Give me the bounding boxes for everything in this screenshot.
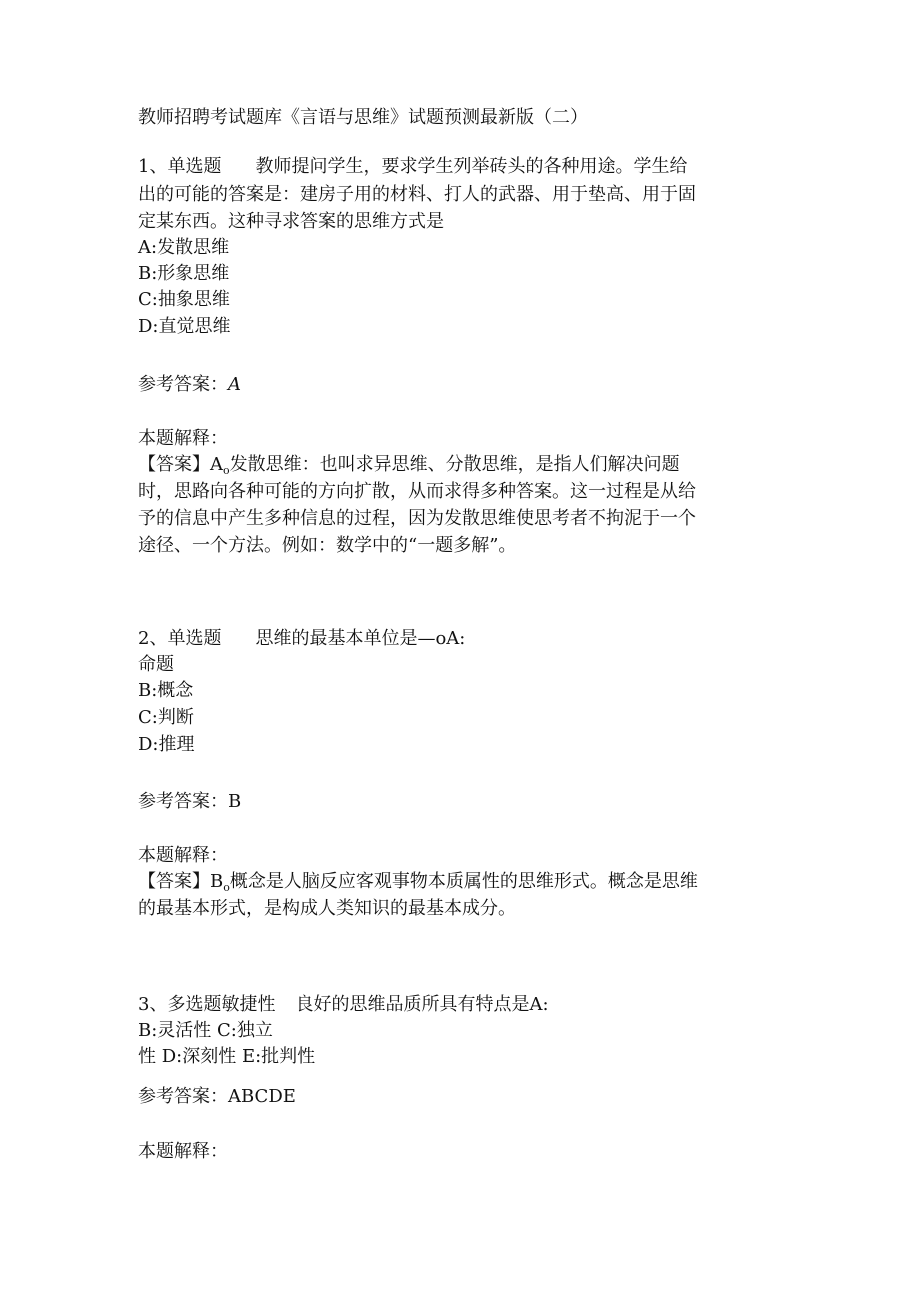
question-1-stem-line-3: 定某东西。这种寻求答案的思维方式是 bbox=[138, 211, 444, 232]
question-1-explain-line-2: 时，思路向各种可能的方向扩散，从而求得多种答案。这一过程是从给 bbox=[138, 481, 696, 502]
question-2-explain-prefix: 【答案】B bbox=[138, 871, 224, 892]
question-1-explain-prefix: 【答案】A bbox=[138, 454, 223, 475]
question-2-explain-line-1 bbox=[138, 870, 698, 900]
question-2-explain-text-1: 概念是人脑反应客观事物本质属性的思维形式。概念是思维 bbox=[229, 871, 698, 892]
question-3-explain-label: 本题解释： bbox=[138, 1141, 228, 1162]
question-2-explain-label: 本题解释： bbox=[138, 845, 228, 866]
question-2-header bbox=[138, 627, 465, 651]
question-1-answer: A bbox=[228, 374, 241, 395]
question-1-explain-line-4: 途径、一个方法。例如：数学中的“一题多解”。 bbox=[138, 535, 517, 556]
question-1-stem-line-1: 教师提问学生，要求学生列举砖头的各种用途。学生给 bbox=[255, 156, 688, 177]
question-2-answer: B bbox=[228, 791, 242, 812]
question-3-header bbox=[138, 993, 549, 1017]
answer-label: 参考答案： bbox=[138, 374, 228, 395]
question-3-type: 3、多选题敏捷性 bbox=[138, 994, 276, 1015]
question-1-explain-sub: o bbox=[223, 464, 230, 477]
question-3-stem-line-1: 良好的思维品质所具有特点是A: bbox=[295, 994, 549, 1015]
question-1-explain-text-1: 发散思维：也叫求异思维、分散思维，是指人们解决问题 bbox=[229, 454, 680, 475]
question-2-option-d: D:推理 bbox=[138, 734, 195, 755]
document-title: 教师招聘考试题库《言语与思维》试题预测最新版（二） bbox=[138, 107, 588, 128]
question-1-explain-label: 本题解释： bbox=[138, 428, 228, 449]
question-2-option-b: B:概念 bbox=[138, 680, 194, 701]
question-2-explain-sub: o bbox=[223, 881, 230, 894]
question-1-option-c: C:抽象思维 bbox=[138, 289, 230, 310]
question-1-option-b: B:形象思维 bbox=[138, 263, 230, 284]
question-1-option-d: D:直觉思维 bbox=[138, 316, 231, 337]
question-2-type: 2、单选题 bbox=[138, 628, 222, 649]
question-1-type: 1、单选题 bbox=[138, 156, 222, 177]
question-1-option-a: A:发散思维 bbox=[138, 237, 230, 258]
question-2-option-c: C:判断 bbox=[138, 707, 194, 728]
question-3-answer-row bbox=[138, 1085, 296, 1109]
answer-label: 参考答案： bbox=[138, 791, 228, 812]
question-1-header bbox=[138, 155, 687, 179]
question-1-explain-line-1 bbox=[138, 453, 680, 483]
question-3-options-line-1: B:灵活性 C:独立 bbox=[138, 1020, 273, 1041]
question-2-explain-line-2: 的最基本形式，是构成人类知识的最基本成分。 bbox=[138, 898, 516, 919]
question-1-answer-row bbox=[138, 373, 241, 397]
question-2-option-a: 命题 bbox=[138, 654, 174, 675]
question-1-explain-line-3: 予的信息中产生多种信息的过程，因为发散思维使思考者不拘泥于一个 bbox=[138, 508, 696, 529]
question-3-answer: ABCDE bbox=[228, 1086, 296, 1107]
question-1-stem-line-2: 出的可能的答案是：建房子用的材料、打人的武器、用于垫高、用于固 bbox=[138, 184, 696, 205]
question-2-answer-row bbox=[138, 790, 241, 814]
question-2-stem-line-1: 思维的最基本单位是—oA: bbox=[255, 628, 466, 649]
answer-label: 参考答案： bbox=[138, 1086, 228, 1107]
question-3-options-line-2: 性 D:深刻性 E:批判性 bbox=[138, 1046, 316, 1067]
